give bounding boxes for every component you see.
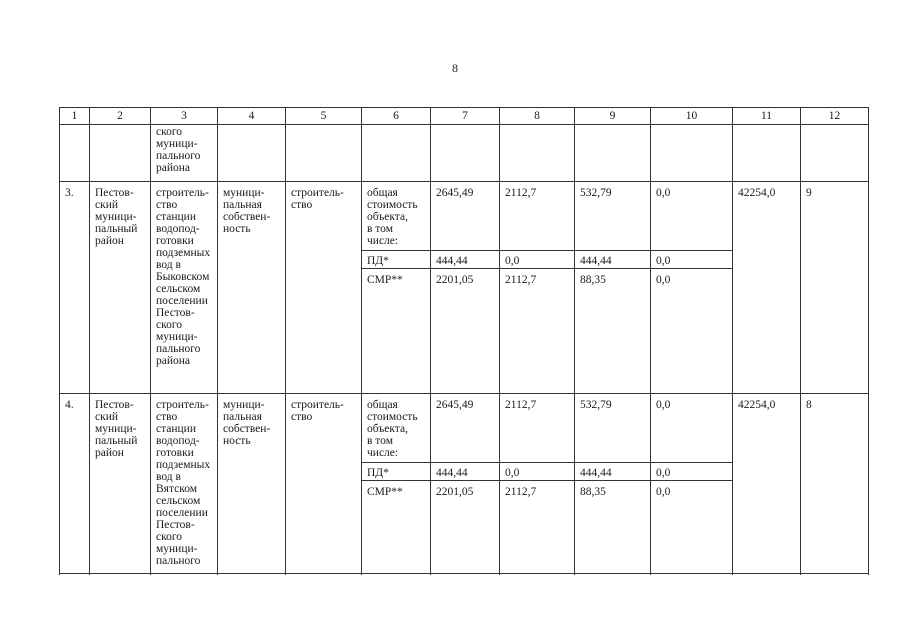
value-cell: 2201,05: [431, 481, 500, 574]
value-cell: 532,79: [575, 182, 651, 251]
object-name-cell: ского муници- пального района: [151, 125, 218, 182]
value-cell: 0,0: [651, 182, 733, 251]
value-cell: 0,0: [651, 251, 733, 269]
value-cell: 2112,7: [500, 394, 575, 463]
value-cell: 444,44: [575, 463, 651, 481]
cost-label-cell: ПД*: [362, 251, 431, 269]
value-cell: 88,35: [575, 481, 651, 574]
value-cell: 444,44: [431, 251, 500, 269]
value-cell: 444,44: [431, 463, 500, 481]
work-type-cell: строитель- ство: [286, 182, 362, 394]
value-cell: 42254,0: [733, 182, 801, 394]
value-cell: 0,0: [500, 251, 575, 269]
column-number: 8: [500, 108, 575, 125]
cost-label-cell: общая стоимость объекта, в том числе:: [362, 394, 431, 463]
cost-label-cell: ПД*: [362, 463, 431, 481]
column-number: 2: [90, 108, 151, 125]
row-number-cell: 4.: [60, 394, 90, 574]
row-number-cell: 3.: [60, 182, 90, 394]
value-cell: 2112,7: [500, 182, 575, 251]
column-number: 4: [218, 108, 286, 125]
column-number: 3: [151, 108, 218, 125]
value-cell: 444,44: [575, 251, 651, 269]
value-cell: 88,35: [575, 269, 651, 394]
district-cell: Пестов- ский муници- пальный район: [90, 394, 151, 574]
object-name-cell: строитель- ство станции водопод- готовки подземных вод в Вятском сельском поселении Пестов- ского муници- пального: [151, 394, 218, 574]
value-cell: 0,0: [651, 463, 733, 481]
page-number: 8: [452, 61, 458, 75]
projects-table: [59, 107, 869, 574]
ownership-cell: муници- пальная собствен- ность: [218, 394, 286, 574]
cost-label-cell: СМР**: [362, 269, 431, 394]
table-row: [60, 182, 869, 251]
value-cell: 0,0: [500, 463, 575, 481]
ownership-cell: муници- пальная собствен- ность: [218, 182, 286, 394]
value-cell: 2201,05: [431, 269, 500, 394]
value-cell: 0,0: [651, 481, 733, 574]
column-number: 9: [575, 108, 651, 125]
column-number: 6: [362, 108, 431, 125]
table-row: [60, 394, 869, 463]
work-type-cell: строитель- ство: [286, 394, 362, 574]
cost-label-cell: общая стоимость объекта, в том числе:: [362, 182, 431, 251]
column-number: 11: [733, 108, 801, 125]
column-number-row: [60, 108, 869, 125]
value-cell: 0,0: [651, 269, 733, 394]
value-cell: 8: [801, 394, 869, 574]
column-number: 7: [431, 108, 500, 125]
value-cell: 532,79: [575, 394, 651, 463]
value-cell: 9: [801, 182, 869, 394]
column-number: 12: [801, 108, 869, 125]
continuation-row: [60, 125, 869, 182]
district-cell: Пестов- ский муници- пальный район: [90, 182, 151, 394]
value-cell: 0,0: [651, 394, 733, 463]
object-name-cell: строитель- ство станции водопод- готовки подземных вод в Быковском сельском поселении Пестов- ского муници- пального района: [151, 182, 218, 394]
column-number: 1: [60, 108, 90, 125]
value-cell: 2112,7: [500, 269, 575, 394]
value-cell: 2112,7: [500, 481, 575, 574]
value-cell: 2645,49: [431, 394, 500, 463]
column-number: 5: [286, 108, 362, 125]
value-cell: 2645,49: [431, 182, 500, 251]
column-number: 10: [651, 108, 733, 125]
cost-label-cell: СМР**: [362, 481, 431, 574]
value-cell: 42254,0: [733, 394, 801, 574]
